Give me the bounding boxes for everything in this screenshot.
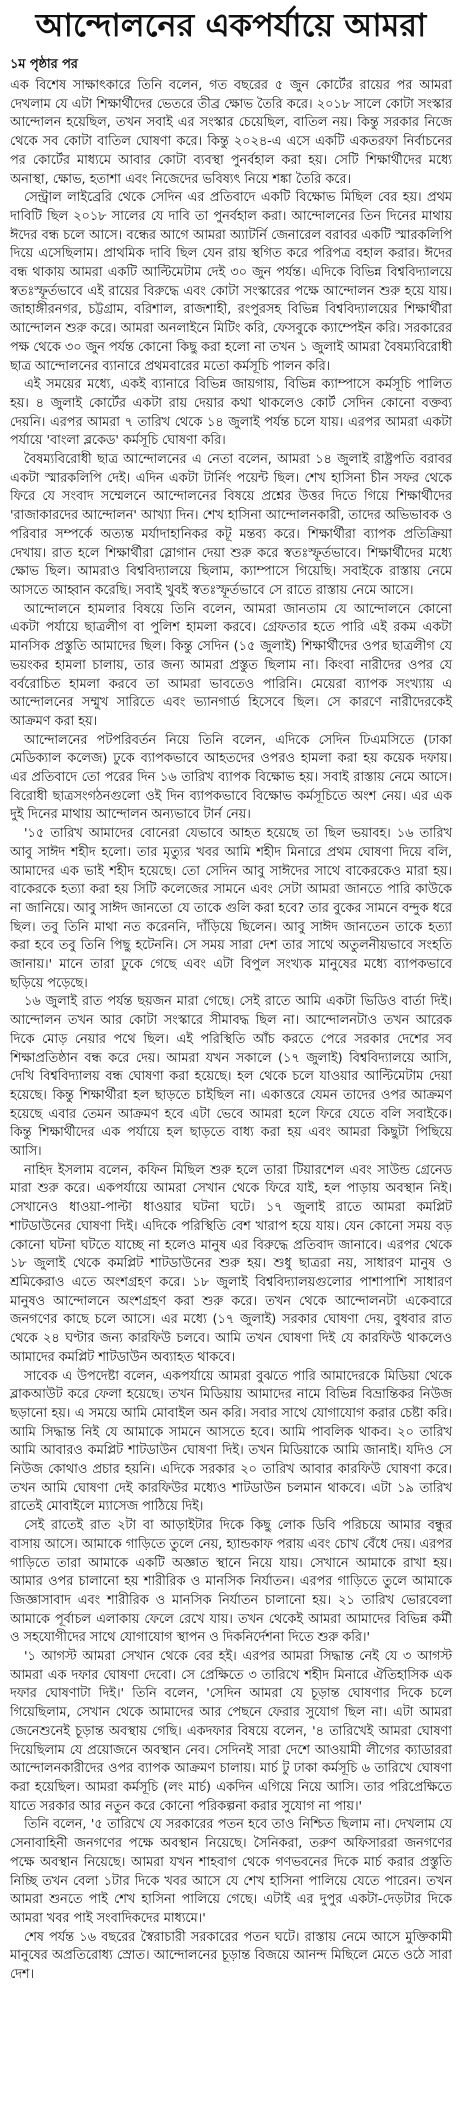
article-body xyxy=(10,77,452,1985)
article-paragraph: শেষ পর্যন্ত ১৬ বছরের স্বৈরাচারী সরকারের পতন ঘটে। রাস্তায় নেমে আসে মুক্তিকামী মানুষের অপ্রতিরোধ্য স্রোত। আন্দোলনের চূড়ান্ত বিজয়ে আনন্দ মিছিলে মেতে ওঠে সারা দেশ। xyxy=(10,1929,452,1983)
article-paragraph: সাবেক এ উপদেষ্টা বলেন, একপর্যায়ে আমরা বুঝতে পারি আমাদেরকে মিডিয়া থেকে ব্লাকআউট করে ফেলা হয়েছে। তখন মিডিয়ায় আমাদের নামে বিভিন্ন বিভ্রান্তিকর নিউজ ছড়ানো হয়। এ সময়ে আমি মোবাইল অন করি। সবার সাথে যোগাযোগ করার চেষ্টা করি। আমি সিদ্ধান্ত নিই যে আমাকে সামনে আসতে হবে। আমি পাবলিক থাকব। ২০ তারিখ আমি আবারও কমপ্লিট শাটডাউন ঘোষণা দিই। তখন মিডিয়াকে আমি জানাই। যদিও সে নিউজ কোথাও প্রচার হয়নি। এদিকে সরকার ২০ তারিখ আবার কারফিউ ঘোষণা করে। তখন আমি ঘোষণা দেই কারফিউর মধ্যেও শাটডাউন চলমান থাকবে। এটা ১৯ তারিখ রাতেই মোবাইলে ম্যাসেজ পাঠিয়ে দিই। xyxy=(10,1368,452,1515)
article-paragraph: নাহিদ ইসলাম বলেন, কফিন মিছিল শুরু হলে তারা টিয়ারশেল এবং সাউন্ড গ্রেনেড মারা শুরু করে। একপর্যায়ে আমরা সেখান থেকে ফিরে যাই, হল পাড়ায় অবস্থান নিই। সেখানেও ধাওয়া-পাল্টা ধাওয়ার ঘটনা ঘটে। ১৭ জুলাই রাতে আমরা কমপ্লিট শাটডাউনের ঘোষণা দিই। এদিকে পরিস্থিতি বেশ খারাপ হয়ে যায়। যেন কোনো সময় বড় কোনো ঘটনা ঘটতে যাচ্ছে না হলেও মানুষ এর বিরুদ্ধে প্রতিবাদ জানাবে। এরপর থেকে ১৮ জুলাই থেকে কমপ্লিট শাটডাউনের শুরু হয়। শুধু ছাত্ররা নয়, সাধারণ মানুষ ও শ্রমিকেরাও এতে অংশগ্রহণ করে। ১৮ জুলাই বিশ্ববিদ্যালয়গুলোর পাশাপাশি সাধারণ মানুষও আন্দোলনে অংশগ্রহণ করা শুরু করে। তখন থেকে আন্দোলনটা একেবারে জনগণের কাছে চলে আসে। এর মধ্যে (১৭ জুলাই) সরকার ঘোষণা দেয়, বুধবার রাত থেকে ২৪ ঘণ্টার জন্য কারফিউ চলবে। আমি তখন ঘোষণা দিই যে কারফিউ থাকলেও আমাদের কমপ্লিট শাটডাউন অব্যাহত থাকবে। xyxy=(10,1162,452,1365)
article-paragraph: বৈষম্যবিরোধী ছাত্র আন্দোলনের এ নেতা বলেন, আমরা ১৪ জুলাই রাষ্ট্রপতি বরাবর একটা স্মারকলিপি দেই। এদিন একটা টার্নিং পয়েন্ট ছিল। শেখ হাসিনা চীন সফর থেকে ফিরে যে সংবাদ সম্মেলনে আন্দোলনের বিষয়ে প্রশ্নের উত্তর দিতে গিয়ে শিক্ষার্থীদের 'রাজাকারদের আন্দোলন' আখ্যা দিন। শেখ হাসিনা আন্দোলনকারী, তাদের অভিভাবক ও পরিবার সম্পর্কে অত্যন্ত মর্যাদাহানিকর কটূ মন্তব্য করে। শিক্ষার্থীরা ব্যাপক প্রতিক্রিয়া দেখায়। রাত হলে শিক্ষার্থীরা স্লোগান দেয়া শুরু করে স্বতঃস্ফূর্তভাবে। শিক্ষার্থীদের মধ্যে ক্ষোভ ছিল। আমরাও বিশ্ববিদ্যালয়ে ছিলাম, ক্যাম্পাসে গিয়েছি। সবাইকে রাস্তায় নেমে আসতে আহ্বান করেছি। সবাই খুবই স্বতঃস্ফূর্তভাবে সে রাতে রাস্তায় নেমে আসে। xyxy=(10,452,452,598)
article-paragraph: সেন্ট্রাল লাইব্রেরি থেকে সেদিন এর প্রতিবাদে একটি বিক্ষোভ মিছিল বের হয়। প্রথম দাবিটি ছিল ২০১৮ সালের যে দাবি তা পুনর্বহাল করা। আন্দোলনের তিন দিনের মাথায় ঈদের বন্ধ চলে আসে। বন্ধের আগে আমরা অ্যাটর্নি জেনারেল বরাবর একটি স্মারকলিপি দিয়ে এসেছিলাম। প্রাথমিক দাবি ছিল যেন রায় স্থগিত করে পরিপত্র বহাল করার। ঈদের বন্ধ থাকায় আমরা একটি আল্টিমেটাম দেই ৩০ জুন পর্যন্ত। এদিকে বিভিন্ন বিশ্ববিদ্যালয়ে স্বতঃস্ফূর্তভাবে এই রায়ের বিরুদ্ধে এবং কোটা সংস্কারের পক্ষে আন্দোলন শুরু হয়ে যায়। জাহাঙ্গীরনগর, চট্টগ্রাম, বরিশাল, রাজশাহী, রংপুরসহ বিভিন্ন বিশ্ববিদ্যালয়ের শিক্ষার্থীরা আন্দোলন শুরু করে। আমরা অনলাইনে মিটিং করি, ফেসবুকে ক্যাম্পেইন করি। সরকারের পক্ষ থেকে ৩০ জুন পর্যন্ত কোনো কিছু করা হলো না তখন ১ জুলাই আমরা বৈষম্যবিরোধী ছাত্র আন্দোলনের ব্যানারে প্রথমবারের মতো কর্মসূচি পালন করি। xyxy=(10,190,452,374)
article-paragraph: '১৫ তারিখ আমাদের বোনেরা যেভাবে আহত হয়েছে তা ছিল ভয়াবহ। ১৬ তারিখ আবু সাঈদ শহীদ হলো। তার মৃত্যুর খবর আমি শহীদ মিনারে প্রথম ঘোষণা দিয়ে বলি, আমাদের এক ভাই শহীদ হয়েছে। তো সেদিন আবু সাঈদের সাথে বাকেরকেও মারা হয়। বাকেরকে হত্যা করা হয় সিটি কলেজের সামনে এবং সেটা আমরা জানতে পারি কাউকে না জানিয়ে। আবু সাঈদ জানতো যে তাকে গুলি করা হবে? তার বুকের সামনে বন্দুক ধরে ছিল। তবু তিনি মাথা নত করেননি, দাঁড়িয়ে ছিলেন। আবু সাঈদ জানতেন তাকে হত্যা করা হবে তবু তিনি পিছু হটেননি। সে সময় সারা দেশ তার সাথে অতুলনীয়ভাবে সংহতি জানায়।' মানে তারা ঢুকে গেছে এবং এটা বিপুল সংখ্যক মানুষের মধ্যে ব্যাপকভাবে ছড়িয়ে পড়েছে। xyxy=(10,826,452,991)
article-paragraph: '১ আগস্ট আমরা সেখান থেকে বের হই। এরপর আমরা সিদ্ধান্ত নেই যে ৩ আগস্ট আমরা এক দফার ঘোষণা দেবো। সে প্রেক্ষিতে ৩ তারিখে শহীদ মিনারে ঐতিহাসিক এক দফার ঘোষণাটা দিই।' তিনি বলেন, 'সেদিন আমরা যে চূড়ান্ত ঘোষণার দিকে চলে গিয়েছিলাম, সেখান থেকে আমাদের আর পেছনে ফেরার সুযোগ ছিল না। এটা আমরা জেনেশুনেই চূড়ান্ত অবস্থায় গেছি। একদফার বিষয়ে বলেন, '৪ তারিখেই আমরা ঘোষণা দিয়েছিলাম যে প্রয়োজনে অবস্থান নেব। সেদিনই সারা দেশে আওয়ামী লীগের ক্যাডাররা আন্দোলনকারীদের ওপর ব্যাপক আক্রমণ চালায়। মার্চ টু ঢাকা কর্মসূচি ৬ তারিখে ঘোষণা করা হয়েছিল। আমরা কর্মসূচি (লং মার্চ) একদিন এগিয়ে নিয়ে আসি। তার পরিপ্রেক্ষিতে যাতে সরকার আর নতুন করে কোনো পরিকল্পনা করার সুযোগ না পায়।' xyxy=(10,1649,452,1814)
article-paragraph: এক বিশেষ সাক্ষাৎকারে তিনি বলেন, গত বছরের ৫ জুন কোর্টের রায়ের পর আমরা দেখলাম যে এটা শিক্ষার্থীদের ভেতরে তীব্র ক্ষোভ তৈরি করে। ২০১৮ সালে কোটা সংস্কার আন্দোলন হয়েছিল, তখন সবাই এর সংস্কার চেয়েছিল, বাতিল নয়। কিন্তু সরকার নিজে থেকে সব কোটা বাতিল ঘোষণা করে। কিন্তু ২০২৪-এ এসে একটি একতরফা নির্বাচনের পর কোর্টের মাধ্যমে আবার কোটা ব্যবস্থা পুনর্বহাল করা হয়। সেটি শিক্ষার্থীদের মধ্যে অনাস্থা, ক্ষোভ, হতাশা এবং নিজেদের ভবিষ্যৎ নিয়ে শঙ্কা তৈরি করে। xyxy=(10,78,452,187)
article-headline: আন্দোলনের একপর্যায়ে আমরা xyxy=(35,6,427,44)
article-paragraph: তিনি বলেন, '৫ তারিখে যে সরকারের পতন হবে তাও নিশ্চিত ছিলাম না। দেখলাম যে সেনাবাহিনী জনগণের পক্ষে অবস্থান নিয়েছে। সৈনিকরা, তরুণ অফিসাররা জনগণের পক্ষে অবস্থান নিয়েছে। আমরা যখন শাহবাগ থেকে গণভবনের দিকে মার্চ করার প্রস্তুতি নিচ্ছি তখন বেলা ১টার দিকে খবর আসে যে শেখ হাসিনা পালিয়ে যেতে পারেন। তখন আমরা শুনতে পাই শেখ হাসিনা পালিয়ে গেছে। এটাই এর দুপুর একটা-দেড়টার দিকে আমরা খবর পাই সংবাদিকদের মাধ্যমে।' xyxy=(10,1817,452,1926)
article-paragraph: সেই রাতেই রাত ২টা বা আড়াইটার দিকে কিছু লোক ডিবি পরিচয়ে আমার বন্ধুর বাসায় আসে। আমাকে গাড়িতে তুলে নেয়, হ্যান্ডকাফ পরায় এবং চোখ বেঁধে দেয়। এরপর গাড়িতে তারা আমাকে একটি অজ্ঞাত স্থানে নিয়ে যায়। সেখানে আমাকে রাখা হয়। আমার ওপর চালানো হয় শারীরিক ও মানসিক নির্যাতন। এরপর গাড়িতে তুলে আমাকে জিজ্ঞাসাবাদ এবং শারীরিক ও মানসিক নির্যাতন চালানো হয়। ২১ তারিখ ভোরবেলা আমাকে পূর্বাচল এলাকায় ফেলে রেখে যায়। তখন থেকেই আমরা আমাদের বিভিন্ন কর্মী ও সহযোগীদের সাথে যোগাযোগ স্থাপন ও দিকনির্দেশনা দিতে শুরু করি।' xyxy=(10,1518,452,1646)
article-paragraph: এই সময়ের মধ্যে, একই ব্যানারে বিভিন্ন জায়গায়, বিভিন্ন ক্যাম্পাসে কর্মসূচি পালিত হয়। ৪ জুলাই কোর্টের একটা রায় দেয়ার কথা থাকলেও কোর্ট সেদিন কোনো বক্তব্য দেয়নি। এরপর আমরা ৭ তারিখ থেকে ১৪ জুলাই পর্যন্ত চলে যায়। এরপর আমরা একটা পর্যায়ে 'বাংলা ব্লকেড' কর্মসূচি ঘোষণা করি। xyxy=(10,377,452,449)
article-paragraph: আন্দোলনে হামলার বিষয়ে তিনি বলেন, আমরা জানতাম যে আন্দোলনে কোনো একটা পর্যায়ে ছাত্রলীগ বা পুলিশ হামলা করবে। গ্রেফতার হতে পারি এই রকম একটা মানসিক প্রস্তুতি আমাদের ছিল। কিন্তু সেদিন (১৫ জুলাই) শিক্ষার্থীদের ওপর ছাত্রলীগ যে ভয়ংকর হামলা চালায়, তার জন্য আমরা প্রস্তুত ছিলাম না। কিংবা নারীদের ওপর যে বর্বরোচিত হামলা করবে তা আমরা ভাবতেও পারিনি। মেয়েরা ব্যাপক সংখ্যায় এ আন্দোলনের সম্মুখ সারিতে এবং ভ্যানগার্ড হিসেবে ছিল। সে কারণে নারীদেরকেই আক্রমণ করা হয়। xyxy=(10,601,452,729)
continued-from-page-label: ১ম পৃষ্ঠার পর xyxy=(10,57,78,72)
article-paragraph: ১৬ জুলাই রাত পর্যন্ত ছয়জন মারা গেছে। সেই রাতে আমি একটা ভিডিও বার্তা দিই। আন্দোলন তখন আর কোটা সংস্কারে সীমাবদ্ধ ছিল না। আন্দোলনটাও তখন আরেক দিকে মোড় নেয়ার পথে ছিল। এই পরিস্থিতি আঁচ করতে পেরে সরকার দেশের সব শিক্ষাপ্রতিষ্ঠান বন্ধ করে দেয়। আমরা যখন সকালে (১৭ জুলাই) বিশ্ববিদ্যালয়ে আসি, দেখি বিশ্ববিদ্যালয় বন্ধ ঘোষণা করা হয়েছে। হল থেকে চলে যাওয়ার আল্টিমেটাম দেয়া হয়েছে। কিন্তু শিক্ষার্থীরা হল ছাড়তে চাইছিল না। একাত্তরে যেমন তাদের ওপর আক্রমণ হয়েছে এবার তেমন আক্রমণ হবে এটা ভেবে আমরা হলে ফিরে যেতে বলি সবাইকে। কিন্তু শিক্ষার্থীদের এক পর্যায়ে হল ছাড়তে বাধ্য করা হয় এবং আমরা কিছুটা পিছিয়ে আসি। xyxy=(10,994,452,1160)
article-paragraph: আন্দোলনের পটপরিবর্তন নিয়ে তিনি বলেন, এদিকে সেদিন ঢিএমসিতে (ঢাকা মেডিক্যাল কলেজ) ঢুকে ব্যাপকভাবে আহতদের ওপরও হামলা করা হয় কয়েক দফায়। এর প্রতিবাদে তো পরের দিন ১৬ তারিখ ব্যাপক বিক্ষোভ হয়। সবাই রাস্তায় নেমে আসে। বিরোধী ছাত্রসংগঠনগুলো ওই দিন ব্যাপকভাবে বিক্ষোভ কর্মসূচিতে অংশ নেয়। এর এক দুই দিনের মাথায় আন্দোলন অন্যভাবে টার্ন নেয়। xyxy=(10,732,452,823)
